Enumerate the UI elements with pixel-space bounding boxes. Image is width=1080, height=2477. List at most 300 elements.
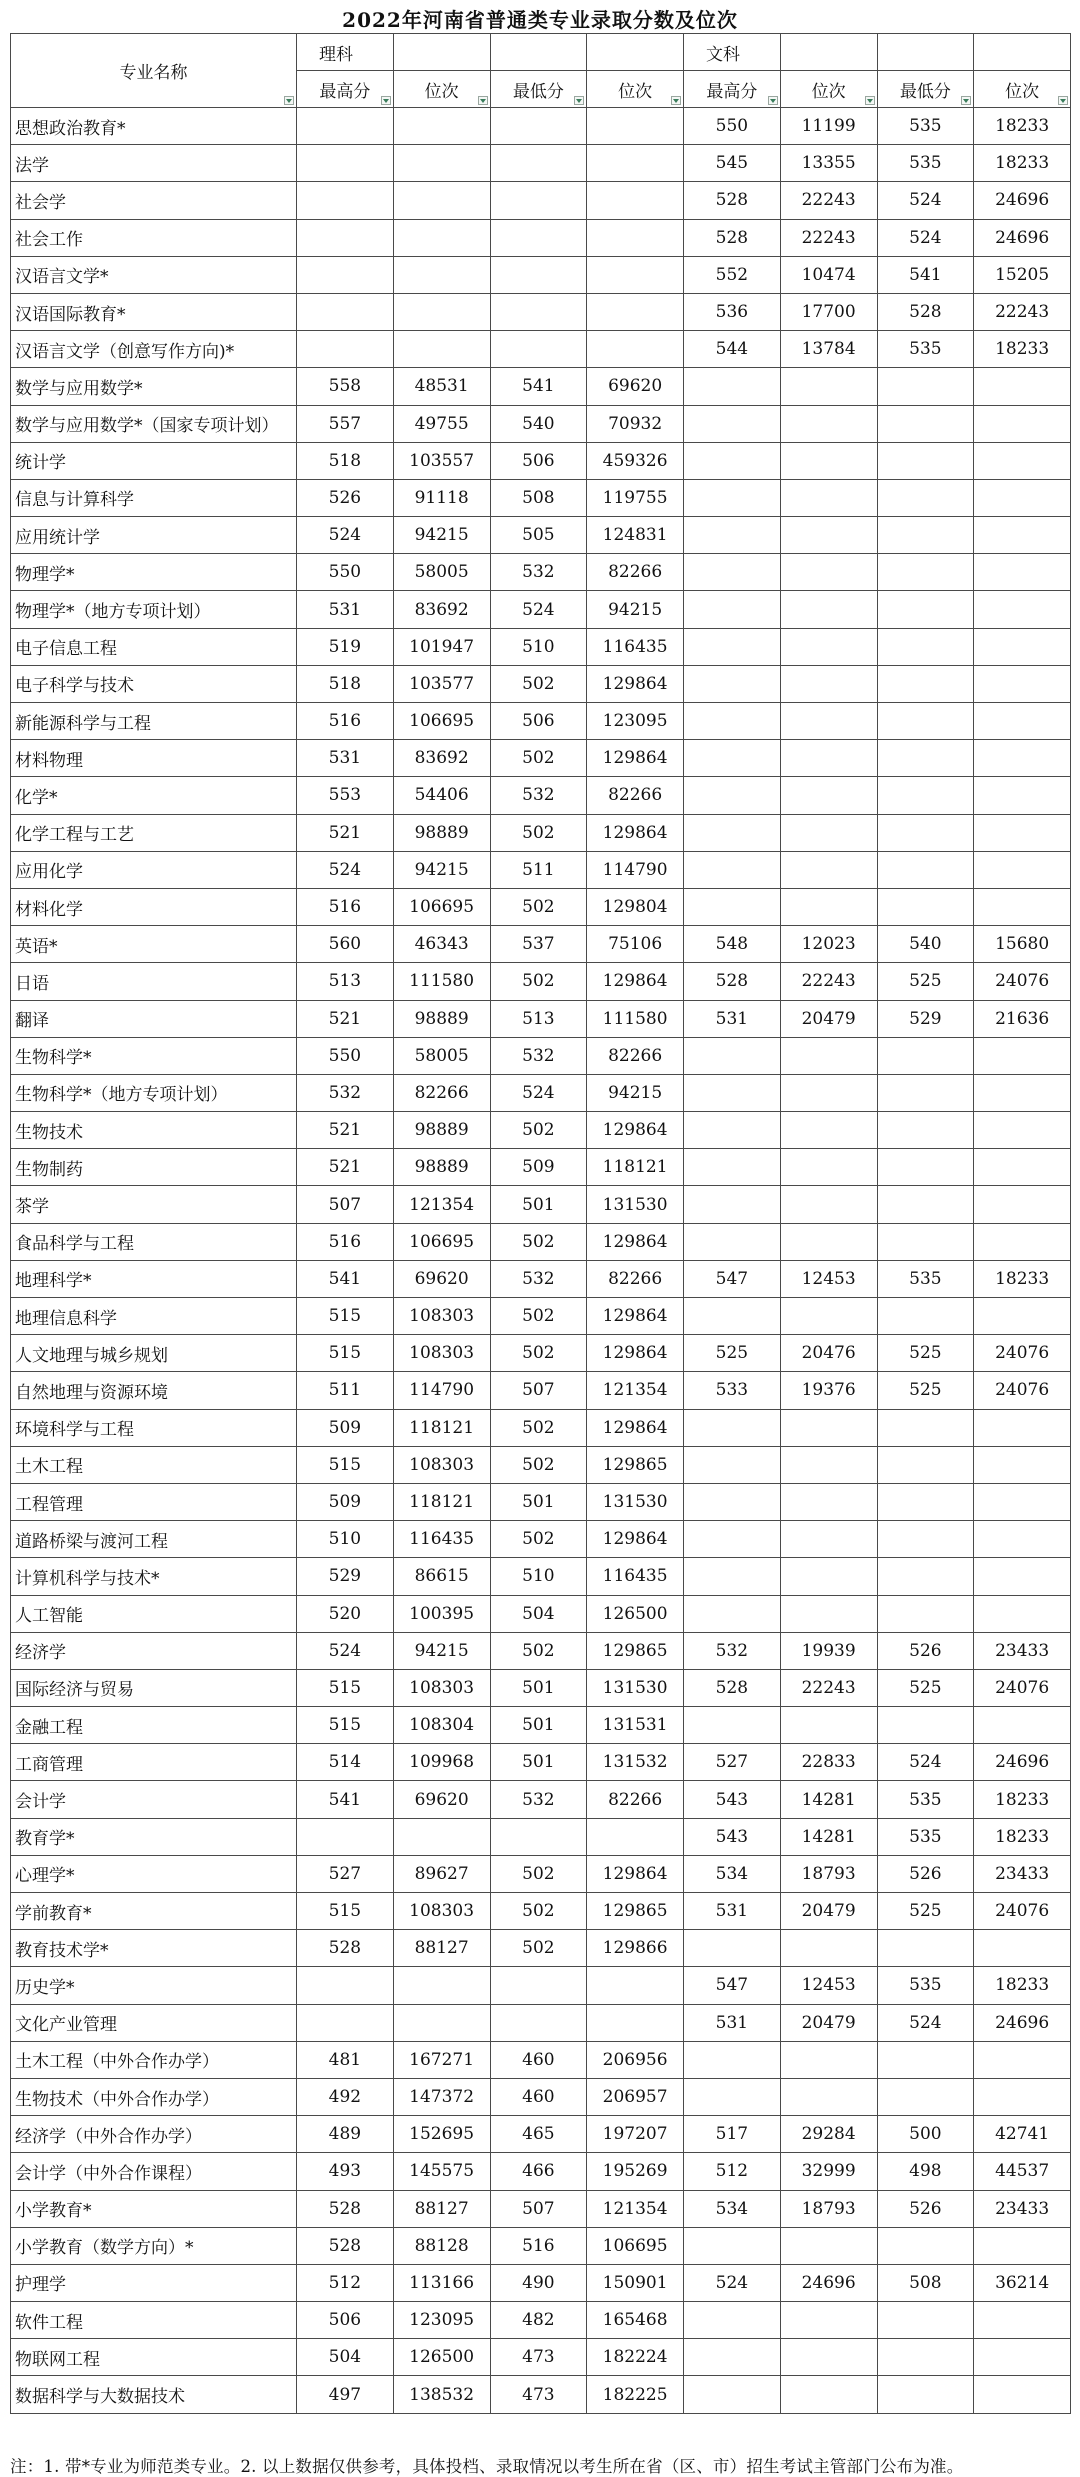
major-name-cell[interactable]: 统计学 — [11, 442, 297, 479]
science-min-score-cell[interactable]: 504 — [490, 1595, 587, 1632]
major-name-cell[interactable]: 汉语言文学* — [11, 256, 297, 293]
arts-min-rank-cell[interactable] — [974, 1409, 1071, 1446]
science-min-rank-cell[interactable]: 129864 — [587, 1112, 684, 1149]
major-name-cell[interactable]: 材料化学 — [11, 888, 297, 925]
arts-min-score-cell[interactable] — [877, 1112, 974, 1149]
arts-max-score-cell[interactable]: 547 — [684, 1967, 781, 2004]
science-min-rank-cell[interactable]: 129864 — [587, 1298, 684, 1335]
filter-dropdown-icon[interactable] — [1058, 96, 1068, 105]
science-max-rank-cell[interactable]: 89627 — [393, 1855, 490, 1892]
science-min-score-cell[interactable]: 508 — [490, 479, 587, 516]
arts-min-score-cell[interactable]: 525 — [877, 963, 974, 1000]
arts-max-score-cell[interactable]: 543 — [684, 1781, 781, 1818]
science-max-score-cell[interactable]: 524 — [297, 517, 394, 554]
arts-min-score-cell[interactable]: 535 — [877, 1260, 974, 1297]
arts-min-rank-cell[interactable]: 24076 — [974, 963, 1071, 1000]
arts-min-score-cell[interactable] — [877, 814, 974, 851]
science-max-rank-cell[interactable]: 58005 — [393, 1037, 490, 1074]
science-min-score-cell[interactable]: 532 — [490, 1260, 587, 1297]
science-min-rank-cell[interactable]: 82266 — [587, 777, 684, 814]
science-min-score-cell[interactable]: 516 — [490, 2227, 587, 2264]
arts-min-score-cell[interactable] — [877, 2227, 974, 2264]
science-max-rank-cell[interactable] — [393, 256, 490, 293]
science-min-score-cell[interactable]: 524 — [490, 591, 587, 628]
science-min-rank-cell[interactable] — [587, 331, 684, 368]
science-min-rank-cell[interactable]: 182225 — [587, 2376, 684, 2413]
arts-max-score-cell[interactable] — [684, 851, 781, 888]
arts-min-rank-cell[interactable] — [974, 1558, 1071, 1595]
science-max-rank-header[interactable] — [393, 71, 490, 108]
science-max-rank-cell[interactable] — [393, 108, 490, 145]
science-max-score-cell[interactable]: 520 — [297, 1595, 394, 1632]
science-max-score-cell[interactable] — [297, 108, 394, 145]
arts-min-rank-cell[interactable] — [974, 1112, 1071, 1149]
science-max-rank-cell[interactable]: 82266 — [393, 1074, 490, 1111]
major-name-cell[interactable]: 数学与应用数学*（国家专项计划） — [11, 405, 297, 442]
arts-min-score-cell[interactable] — [877, 479, 974, 516]
science-max-rank-cell[interactable]: 106695 — [393, 888, 490, 925]
science-max-score-cell[interactable]: 541 — [297, 1781, 394, 1818]
arts-max-rank-cell[interactable] — [780, 814, 877, 851]
arts-min-score-cell[interactable] — [877, 1074, 974, 1111]
arts-max-rank-cell[interactable] — [780, 1186, 877, 1223]
science-max-rank-cell[interactable]: 108304 — [393, 1707, 490, 1744]
major-name-cell[interactable]: 数学与应用数学* — [11, 368, 297, 405]
arts-max-rank-cell[interactable] — [780, 1409, 877, 1446]
science-min-rank-cell[interactable] — [587, 293, 684, 330]
arts-max-rank-cell[interactable]: 19939 — [780, 1632, 877, 1669]
science-max-rank-cell[interactable]: 46343 — [393, 926, 490, 963]
arts-min-rank-cell[interactable] — [974, 740, 1071, 777]
arts-min-score-cell[interactable] — [877, 2302, 974, 2339]
science-max-rank-cell[interactable]: 152695 — [393, 2116, 490, 2153]
science-max-rank-cell[interactable]: 103557 — [393, 442, 490, 479]
major-name-cell[interactable]: 经济学 — [11, 1632, 297, 1669]
arts-max-score-cell[interactable] — [684, 628, 781, 665]
arts-min-score-cell[interactable] — [877, 1149, 974, 1186]
arts-min-rank-cell[interactable] — [974, 628, 1071, 665]
arts-min-rank-cell[interactable] — [974, 2078, 1071, 2115]
major-name-cell[interactable]: 汉语言文学（创意写作方向)* — [11, 331, 297, 368]
science-min-rank-cell[interactable] — [587, 256, 684, 293]
science-min-rank-cell[interactable]: 111580 — [587, 1000, 684, 1037]
arts-max-score-cell[interactable] — [684, 442, 781, 479]
arts-max-rank-cell[interactable]: 14281 — [780, 1781, 877, 1818]
major-name-cell[interactable]: 教育技术学* — [11, 1930, 297, 1967]
arts-min-score-cell[interactable]: 528 — [877, 293, 974, 330]
arts-max-rank-cell[interactable] — [780, 628, 877, 665]
science-max-rank-cell[interactable] — [393, 182, 490, 219]
major-name-cell[interactable]: 国际经济与贸易 — [11, 1669, 297, 1706]
science-min-rank-cell[interactable]: 129865 — [587, 1893, 684, 1930]
science-max-score-cell[interactable]: 514 — [297, 1744, 394, 1781]
science-max-score-cell[interactable]: 515 — [297, 1707, 394, 1744]
arts-max-rank-cell[interactable]: 22833 — [780, 1744, 877, 1781]
major-name-cell[interactable]: 土木工程（中外合作办学） — [11, 2041, 297, 2078]
arts-max-rank-cell[interactable] — [780, 1930, 877, 1967]
science-max-rank-cell[interactable]: 126500 — [393, 2339, 490, 2376]
arts-max-score-cell[interactable] — [684, 1595, 781, 1632]
arts-min-rank-cell[interactable] — [974, 2302, 1071, 2339]
arts-min-rank-cell[interactable] — [974, 814, 1071, 851]
science-max-rank-cell[interactable]: 69620 — [393, 1260, 490, 1297]
science-min-score-cell[interactable] — [490, 182, 587, 219]
arts-max-score-cell[interactable]: 545 — [684, 145, 781, 182]
arts-max-rank-cell[interactable] — [780, 2227, 877, 2264]
arts-min-rank-cell[interactable]: 23433 — [974, 1855, 1071, 1892]
arts-min-rank-cell[interactable]: 21636 — [974, 1000, 1071, 1037]
arts-min-rank-cell[interactable]: 36214 — [974, 2264, 1071, 2301]
arts-max-rank-cell[interactable]: 24696 — [780, 2264, 877, 2301]
science-min-score-cell[interactable]: 465 — [490, 2116, 587, 2153]
arts-max-rank-cell[interactable] — [780, 1298, 877, 1335]
major-name-cell[interactable]: 会计学（中外合作课程） — [11, 2153, 297, 2190]
arts-max-rank-cell[interactable] — [780, 2376, 877, 2413]
arts-min-score-cell[interactable] — [877, 1483, 974, 1520]
science-min-rank-cell[interactable]: 82266 — [587, 1260, 684, 1297]
major-name-cell[interactable]: 经济学（中外合作办学） — [11, 2116, 297, 2153]
major-name-cell[interactable]: 工程管理 — [11, 1483, 297, 1520]
science-max-score-cell[interactable]: 531 — [297, 591, 394, 628]
arts-min-score-cell[interactable] — [877, 368, 974, 405]
science-max-rank-cell[interactable]: 100395 — [393, 1595, 490, 1632]
arts-min-score-cell[interactable] — [877, 1409, 974, 1446]
arts-max-rank-cell[interactable] — [780, 1595, 877, 1632]
major-name-cell[interactable]: 翻译 — [11, 1000, 297, 1037]
science-min-rank-cell[interactable]: 131530 — [587, 1669, 684, 1706]
arts-min-rank-cell[interactable]: 18233 — [974, 1781, 1071, 1818]
arts-min-rank-cell[interactable]: 15680 — [974, 926, 1071, 963]
arts-max-score-cell[interactable] — [684, 2041, 781, 2078]
arts-min-rank-cell[interactable] — [974, 405, 1071, 442]
arts-max-score-cell[interactable]: 532 — [684, 1632, 781, 1669]
major-name-cell[interactable]: 社会工作 — [11, 219, 297, 256]
arts-min-score-cell[interactable]: 526 — [877, 1855, 974, 1892]
science-max-score-cell[interactable]: 518 — [297, 665, 394, 702]
science-min-rank-cell[interactable] — [587, 182, 684, 219]
science-max-score-cell[interactable]: 521 — [297, 814, 394, 851]
science-min-score-cell[interactable] — [490, 331, 587, 368]
arts-min-rank-cell[interactable]: 24696 — [974, 1744, 1071, 1781]
arts-max-rank-cell[interactable]: 12453 — [780, 1260, 877, 1297]
arts-max-score-cell[interactable]: 547 — [684, 1260, 781, 1297]
filter-dropdown-icon[interactable] — [961, 96, 971, 105]
science-min-score-cell[interactable] — [490, 2004, 587, 2041]
arts-max-rank-cell[interactable] — [780, 2041, 877, 2078]
science-min-rank-cell[interactable]: 129864 — [587, 1409, 684, 1446]
major-name-cell[interactable]: 环境科学与工程 — [11, 1409, 297, 1446]
arts-max-score-cell[interactable] — [684, 740, 781, 777]
science-min-score-cell[interactable]: 502 — [490, 1893, 587, 1930]
science-min-rank-cell[interactable]: 129864 — [587, 740, 684, 777]
major-name-cell[interactable]: 食品科学与工程 — [11, 1223, 297, 1260]
science-min-rank-cell[interactable] — [587, 219, 684, 256]
science-max-score-cell[interactable]: 527 — [297, 1855, 394, 1892]
science-min-rank-cell[interactable]: 129864 — [587, 665, 684, 702]
arts-max-score-cell[interactable]: 512 — [684, 2153, 781, 2190]
arts-min-rank-cell[interactable]: 18233 — [974, 108, 1071, 145]
science-min-rank-cell[interactable]: 106695 — [587, 2227, 684, 2264]
arts-min-score-cell[interactable] — [877, 777, 974, 814]
major-name-cell[interactable]: 化学工程与工艺 — [11, 814, 297, 851]
arts-min-rank-cell[interactable] — [974, 1930, 1071, 1967]
arts-max-rank-cell[interactable] — [780, 1037, 877, 1074]
arts-max-rank-cell[interactable] — [780, 442, 877, 479]
science-max-score-cell[interactable]: 516 — [297, 703, 394, 740]
arts-min-score-cell[interactable] — [877, 442, 974, 479]
science-min-rank-cell[interactable]: 121354 — [587, 2190, 684, 2227]
arts-min-score-cell[interactable]: 525 — [877, 1893, 974, 1930]
science-min-rank-cell[interactable]: 114790 — [587, 851, 684, 888]
arts-max-rank-cell[interactable] — [780, 1483, 877, 1520]
science-max-score-cell[interactable]: 518 — [297, 442, 394, 479]
arts-max-score-cell[interactable] — [684, 554, 781, 591]
arts-max-rank-cell[interactable] — [780, 479, 877, 516]
science-min-rank-cell[interactable]: 131530 — [587, 1186, 684, 1223]
major-name-cell[interactable]: 生物制药 — [11, 1149, 297, 1186]
arts-max-rank-cell[interactable] — [780, 2302, 877, 2339]
arts-max-rank-cell[interactable] — [780, 1521, 877, 1558]
major-name-cell[interactable]: 物联网工程 — [11, 2339, 297, 2376]
science-min-rank-cell[interactable] — [587, 1967, 684, 2004]
arts-min-score-cell[interactable] — [877, 740, 974, 777]
arts-max-score-cell[interactable]: 517 — [684, 2116, 781, 2153]
science-max-rank-cell[interactable] — [393, 219, 490, 256]
arts-max-rank-cell[interactable] — [780, 2078, 877, 2115]
science-max-score-cell[interactable]: 515 — [297, 1446, 394, 1483]
science-min-rank-cell[interactable]: 131532 — [587, 1744, 684, 1781]
major-name-cell[interactable]: 化学* — [11, 777, 297, 814]
arts-max-rank-cell[interactable] — [780, 1074, 877, 1111]
arts-min-rank-cell[interactable]: 15205 — [974, 256, 1071, 293]
major-name-cell[interactable]: 心理学* — [11, 1855, 297, 1892]
science-max-score-cell[interactable]: 528 — [297, 1930, 394, 1967]
arts-min-rank-cell[interactable]: 44537 — [974, 2153, 1071, 2190]
arts-max-score-cell[interactable] — [684, 2339, 781, 2376]
major-name-cell[interactable]: 物理学* — [11, 554, 297, 591]
science-min-score-cell[interactable]: 502 — [490, 1112, 587, 1149]
science-max-rank-cell[interactable]: 114790 — [393, 1372, 490, 1409]
arts-min-score-header[interactable] — [877, 71, 974, 108]
science-max-rank-cell[interactable] — [393, 2004, 490, 2041]
science-max-rank-cell[interactable]: 108303 — [393, 1298, 490, 1335]
science-min-rank-cell[interactable]: 119755 — [587, 479, 684, 516]
arts-max-score-cell[interactable]: 552 — [684, 256, 781, 293]
science-min-score-cell[interactable]: 502 — [490, 814, 587, 851]
science-max-score-cell[interactable]: 492 — [297, 2078, 394, 2115]
arts-max-rank-cell[interactable] — [780, 665, 877, 702]
science-max-rank-cell[interactable]: 101947 — [393, 628, 490, 665]
arts-min-rank-header[interactable] — [974, 71, 1071, 108]
science-min-score-cell[interactable]: 506 — [490, 442, 587, 479]
science-min-rank-cell[interactable]: 129864 — [587, 814, 684, 851]
science-max-rank-cell[interactable] — [393, 145, 490, 182]
major-name-cell[interactable]: 生物技术（中外合作办学） — [11, 2078, 297, 2115]
arts-min-score-cell[interactable] — [877, 1446, 974, 1483]
science-min-score-cell[interactable]: 532 — [490, 1037, 587, 1074]
arts-min-rank-cell[interactable]: 24696 — [974, 2004, 1071, 2041]
science-max-rank-cell[interactable]: 118121 — [393, 1483, 490, 1520]
science-min-rank-cell[interactable]: 131530 — [587, 1483, 684, 1520]
science-max-score-cell[interactable]: 515 — [297, 1335, 394, 1372]
science-min-score-cell[interactable]: 502 — [490, 1223, 587, 1260]
filter-dropdown-icon[interactable] — [284, 96, 294, 105]
science-min-score-cell[interactable]: 473 — [490, 2339, 587, 2376]
arts-max-rank-cell[interactable] — [780, 1149, 877, 1186]
science-min-score-cell[interactable]: 532 — [490, 777, 587, 814]
arts-min-rank-cell[interactable] — [974, 368, 1071, 405]
science-min-score-cell[interactable]: 502 — [490, 1855, 587, 1892]
arts-max-score-cell[interactable]: 531 — [684, 1000, 781, 1037]
science-max-rank-cell[interactable]: 94215 — [393, 851, 490, 888]
science-max-rank-cell[interactable]: 91118 — [393, 479, 490, 516]
science-min-rank-cell[interactable]: 129865 — [587, 1446, 684, 1483]
science-min-score-cell[interactable]: 502 — [490, 1409, 587, 1446]
arts-min-rank-cell[interactable] — [974, 1446, 1071, 1483]
arts-max-score-cell[interactable]: 548 — [684, 926, 781, 963]
science-max-score-cell[interactable]: 524 — [297, 1632, 394, 1669]
science-max-score-cell[interactable]: 512 — [297, 2264, 394, 2301]
science-min-score-cell[interactable] — [490, 256, 587, 293]
major-name-cell[interactable]: 茶学 — [11, 1186, 297, 1223]
arts-min-score-cell[interactable]: 526 — [877, 1632, 974, 1669]
science-min-rank-cell[interactable]: 118121 — [587, 1149, 684, 1186]
science-min-score-cell[interactable]: 502 — [490, 1930, 587, 1967]
arts-min-score-cell[interactable] — [877, 703, 974, 740]
science-min-score-cell[interactable]: 501 — [490, 1744, 587, 1781]
science-min-score-cell[interactable] — [490, 1967, 587, 2004]
major-name-cell[interactable]: 日语 — [11, 963, 297, 1000]
major-name-cell[interactable]: 软件工程 — [11, 2302, 297, 2339]
science-max-score-cell[interactable]: 516 — [297, 1223, 394, 1260]
science-min-score-cell[interactable]: 501 — [490, 1707, 587, 1744]
arts-max-score-cell[interactable] — [684, 1074, 781, 1111]
major-name-cell[interactable]: 学前教育* — [11, 1893, 297, 1930]
science-min-score-cell[interactable]: 473 — [490, 2376, 587, 2413]
major-name-cell[interactable]: 材料物理 — [11, 740, 297, 777]
science-min-score-cell[interactable]: 502 — [490, 740, 587, 777]
arts-max-score-cell[interactable] — [684, 777, 781, 814]
arts-max-score-cell[interactable] — [684, 1558, 781, 1595]
arts-max-rank-cell[interactable]: 19376 — [780, 1372, 877, 1409]
arts-max-rank-cell[interactable] — [780, 1707, 877, 1744]
major-name-cell[interactable]: 教育学* — [11, 1818, 297, 1855]
science-min-rank-cell[interactable]: 124831 — [587, 517, 684, 554]
science-max-score-cell[interactable]: 557 — [297, 405, 394, 442]
filter-dropdown-icon[interactable] — [671, 96, 681, 105]
science-min-rank-cell[interactable] — [587, 2004, 684, 2041]
arts-max-score-cell[interactable] — [684, 665, 781, 702]
science-min-rank-cell[interactable]: 116435 — [587, 628, 684, 665]
science-min-rank-cell[interactable]: 129864 — [587, 1521, 684, 1558]
arts-max-score-cell[interactable] — [684, 1930, 781, 1967]
arts-max-rank-cell[interactable]: 12453 — [780, 1967, 877, 2004]
science-max-score-cell[interactable]: 510 — [297, 1521, 394, 1558]
arts-min-score-cell[interactable] — [877, 1037, 974, 1074]
arts-min-score-cell[interactable] — [877, 888, 974, 925]
arts-max-rank-cell[interactable] — [780, 703, 877, 740]
arts-max-score-cell[interactable] — [684, 888, 781, 925]
arts-max-score-cell[interactable] — [684, 1149, 781, 1186]
science-max-rank-cell[interactable]: 108303 — [393, 1446, 490, 1483]
arts-min-rank-cell[interactable] — [974, 2376, 1071, 2413]
arts-min-rank-cell[interactable] — [974, 2339, 1071, 2376]
science-max-rank-cell[interactable]: 108303 — [393, 1669, 490, 1706]
science-min-rank-cell[interactable]: 94215 — [587, 1074, 684, 1111]
major-name-header[interactable] — [11, 34, 297, 108]
science-max-score-cell[interactable]: 560 — [297, 926, 394, 963]
science-max-score-cell[interactable]: 516 — [297, 888, 394, 925]
science-min-score-cell[interactable]: 506 — [490, 703, 587, 740]
arts-max-rank-cell[interactable]: 18793 — [780, 2190, 877, 2227]
arts-max-score-cell[interactable]: 528 — [684, 219, 781, 256]
arts-min-score-cell[interactable] — [877, 2339, 974, 2376]
arts-min-score-cell[interactable] — [877, 517, 974, 554]
science-max-rank-cell[interactable]: 98889 — [393, 1149, 490, 1186]
science-min-score-cell[interactable]: 509 — [490, 1149, 587, 1186]
science-min-rank-cell[interactable]: 70932 — [587, 405, 684, 442]
arts-max-score-header[interactable] — [684, 71, 781, 108]
science-max-score-cell[interactable]: 509 — [297, 1409, 394, 1446]
arts-min-rank-cell[interactable]: 22243 — [974, 293, 1071, 330]
science-min-rank-cell[interactable]: 75106 — [587, 926, 684, 963]
arts-min-score-cell[interactable]: 508 — [877, 2264, 974, 2301]
science-min-score-cell[interactable] — [490, 1818, 587, 1855]
major-name-cell[interactable]: 计算机科学与技术* — [11, 1558, 297, 1595]
arts-min-score-cell[interactable] — [877, 665, 974, 702]
science-min-score-cell[interactable]: 482 — [490, 2302, 587, 2339]
science-max-score-cell[interactable]: 519 — [297, 628, 394, 665]
arts-max-score-cell[interactable] — [684, 1186, 781, 1223]
major-name-cell[interactable]: 法学 — [11, 145, 297, 182]
arts-max-score-cell[interactable] — [684, 517, 781, 554]
arts-max-rank-cell[interactable]: 17700 — [780, 293, 877, 330]
science-max-score-cell[interactable] — [297, 256, 394, 293]
major-name-cell[interactable]: 电子科学与技术 — [11, 665, 297, 702]
science-min-rank-cell[interactable]: 129864 — [587, 1335, 684, 1372]
arts-max-rank-cell[interactable]: 13355 — [780, 145, 877, 182]
science-max-rank-cell[interactable]: 108303 — [393, 1893, 490, 1930]
science-max-score-cell[interactable]: 532 — [297, 1074, 394, 1111]
science-min-score-cell[interactable]: 532 — [490, 554, 587, 591]
arts-min-score-cell[interactable]: 524 — [877, 182, 974, 219]
arts-min-score-cell[interactable] — [877, 1930, 974, 1967]
arts-max-rank-cell[interactable]: 29284 — [780, 2116, 877, 2153]
arts-max-rank-cell[interactable] — [780, 1223, 877, 1260]
science-min-score-cell[interactable]: 502 — [490, 665, 587, 702]
science-min-rank-cell[interactable] — [587, 145, 684, 182]
arts-max-rank-cell[interactable] — [780, 517, 877, 554]
arts-min-rank-cell[interactable]: 24076 — [974, 1669, 1071, 1706]
arts-min-rank-cell[interactable] — [974, 554, 1071, 591]
arts-max-rank-cell[interactable]: 20479 — [780, 1893, 877, 1930]
arts-min-rank-cell[interactable] — [974, 1186, 1071, 1223]
science-min-score-cell[interactable]: 532 — [490, 1781, 587, 1818]
science-min-rank-cell[interactable]: 129864 — [587, 1855, 684, 1892]
arts-max-score-cell[interactable] — [684, 1298, 781, 1335]
arts-min-rank-cell[interactable]: 23433 — [974, 1632, 1071, 1669]
science-max-rank-cell[interactable]: 138532 — [393, 2376, 490, 2413]
science-min-score-cell[interactable] — [490, 108, 587, 145]
science-min-score-cell[interactable]: 507 — [490, 1372, 587, 1409]
major-name-cell[interactable]: 自然地理与资源环境 — [11, 1372, 297, 1409]
science-max-rank-cell[interactable]: 106695 — [393, 703, 490, 740]
science-min-rank-cell[interactable]: 206956 — [587, 2041, 684, 2078]
arts-min-rank-cell[interactable]: 24696 — [974, 182, 1071, 219]
arts-max-score-cell[interactable]: 528 — [684, 182, 781, 219]
arts-max-score-cell[interactable]: 533 — [684, 1372, 781, 1409]
science-max-rank-cell[interactable]: 88127 — [393, 1930, 490, 1967]
